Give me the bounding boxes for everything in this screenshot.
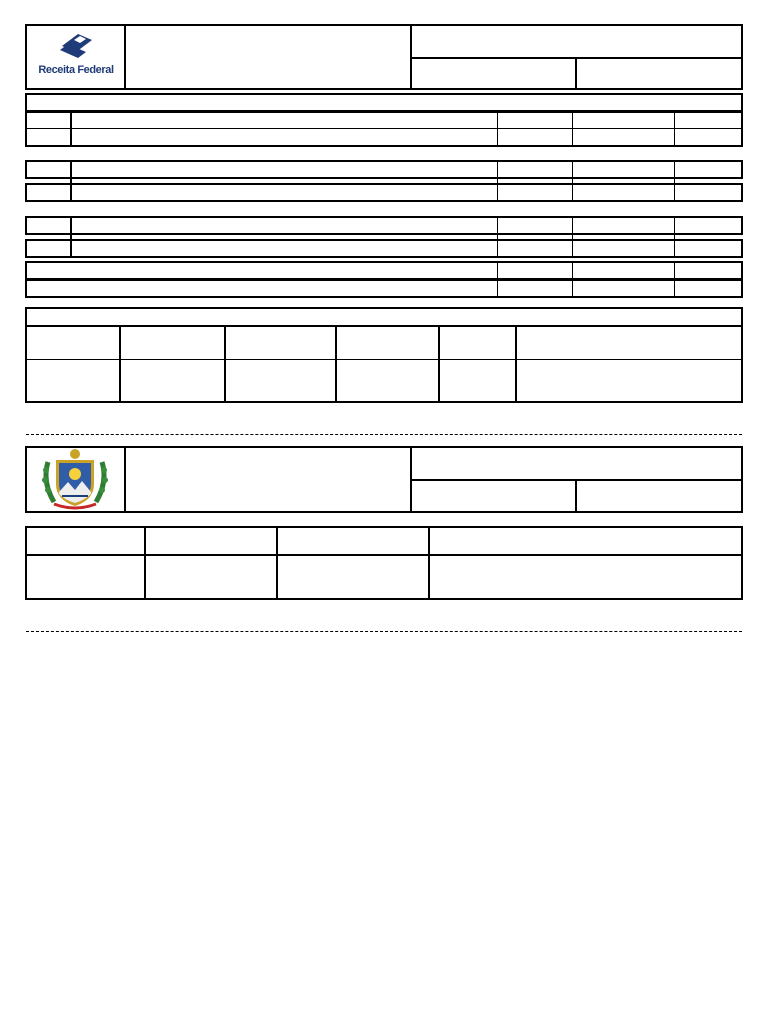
column-divider [497, 160, 498, 202]
column-divider [572, 261, 573, 298]
column-divider [572, 160, 573, 202]
header-divider [575, 57, 577, 90]
column-divider [438, 325, 440, 403]
totals-row [25, 279, 743, 298]
cut-line [26, 631, 742, 632]
payment-info-block [25, 526, 743, 600]
column-divider [224, 325, 226, 403]
state-coat-of-arms [40, 448, 110, 510]
column-divider [674, 160, 675, 202]
header-divider [124, 446, 126, 513]
column-divider [572, 111, 573, 147]
field-row [25, 216, 743, 235]
column-divider [70, 111, 72, 147]
column-divider [674, 111, 675, 147]
column-divider [497, 111, 498, 147]
field-row [25, 111, 743, 147]
row-divider [25, 128, 743, 129]
cut-line [26, 434, 742, 435]
row-divider [25, 325, 743, 327]
receita-federal-logo [28, 30, 124, 82]
authentication-block [25, 307, 743, 403]
row-divider [25, 359, 743, 360]
column-divider [70, 160, 72, 202]
column-divider [572, 216, 573, 258]
column-divider [497, 216, 498, 258]
field-row [25, 183, 743, 202]
column-divider [144, 526, 146, 600]
totals-row [25, 261, 743, 280]
column-divider [497, 261, 498, 298]
header-divider [575, 479, 577, 513]
column-divider [335, 325, 337, 403]
receita-federal-logo-icon [28, 30, 124, 64]
column-divider [428, 526, 430, 600]
column-divider [515, 325, 517, 403]
field-row [25, 239, 743, 258]
column-divider [276, 526, 278, 600]
section-title-bar [25, 93, 743, 112]
field-row [25, 160, 743, 179]
row-divider [25, 554, 743, 556]
header-divider [124, 24, 126, 90]
column-divider [119, 325, 121, 403]
state-coat-of-arms-icon [40, 448, 110, 510]
receita-federal-logo-text: Receita Federal [38, 64, 114, 76]
column-divider [674, 216, 675, 258]
column-divider [674, 261, 675, 298]
column-divider [70, 216, 72, 258]
